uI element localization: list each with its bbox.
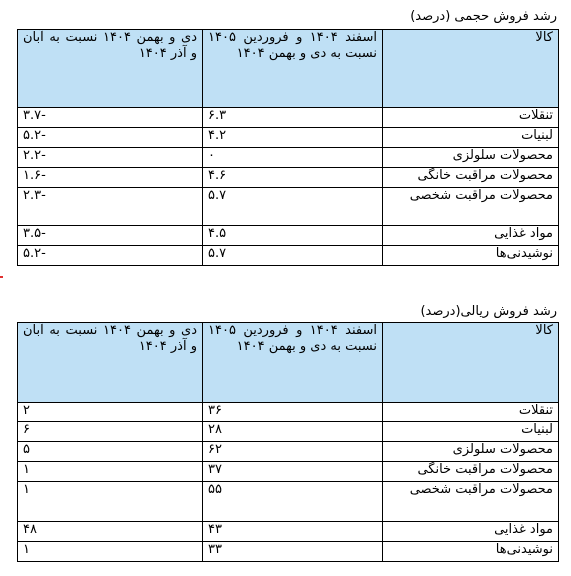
row-previous-value: ۶ bbox=[18, 422, 203, 442]
row-previous-value: -۲.۳ bbox=[18, 188, 203, 226]
table-row bbox=[18, 246, 559, 266]
row-previous-value: ۱ bbox=[18, 482, 203, 522]
table-row bbox=[18, 128, 559, 148]
row-current-value: ۵.۷ bbox=[203, 246, 383, 266]
header-item: کالا bbox=[383, 30, 559, 108]
row-item: لبنیات bbox=[383, 128, 559, 148]
row-previous-value: -۵.۲ bbox=[18, 246, 203, 266]
row-previous-value: ۲ bbox=[18, 403, 203, 422]
table-row bbox=[18, 226, 559, 246]
row-previous-value: -۵.۲ bbox=[18, 128, 203, 148]
row-item: محصولات سلولزی bbox=[383, 148, 559, 168]
volume-growth-title: رشد فروش حجمی (درصد) bbox=[410, 9, 557, 24]
header-current-period: اسفند ۱۴۰۴ و فروردین ۱۴۰۵ نسبت به دی و بهمن ۱۴۰۴ bbox=[203, 30, 383, 108]
row-previous-value: ۱ bbox=[18, 462, 203, 482]
row-item: لبنیات bbox=[383, 422, 559, 442]
table-row bbox=[18, 462, 559, 482]
table-row bbox=[18, 442, 559, 462]
value-growth-title: رشد فروش ریالی(درصد) bbox=[420, 304, 557, 319]
row-current-value: ۴.۲ bbox=[203, 128, 383, 148]
table-row bbox=[18, 422, 559, 442]
row-item: محصولات مراقبت شخصی bbox=[383, 188, 559, 226]
table-row bbox=[18, 148, 559, 168]
row-item: مواد غذایی bbox=[383, 522, 559, 542]
header-current-period: اسفند ۱۴۰۴ و فروردین ۱۴۰۵ نسبت به دی و بهمن ۱۴۰۴ bbox=[203, 323, 383, 403]
row-current-value: ۴.۶ bbox=[203, 168, 383, 188]
table-row bbox=[18, 403, 559, 422]
row-previous-value: -۳.۷ bbox=[18, 108, 203, 128]
row-item: نوشیدنی‌ها bbox=[383, 246, 559, 266]
row-item: تنقلات bbox=[383, 403, 559, 422]
value-growth-table bbox=[17, 322, 559, 562]
row-current-value: ۳۷ bbox=[203, 462, 383, 482]
row-item: تنقلات bbox=[383, 108, 559, 128]
row-previous-value: ۱ bbox=[18, 542, 203, 562]
table-row bbox=[18, 108, 559, 128]
row-item: محصولات مراقبت خانگی bbox=[383, 462, 559, 482]
row-current-value: ۶.۳ bbox=[203, 108, 383, 128]
header-previous-period: دی و بهمن ۱۴۰۴ نسبت به آبان و آذر ۱۴۰۴ bbox=[18, 323, 203, 403]
row-current-value: ۲۸ bbox=[203, 422, 383, 442]
header-previous-period: دی و بهمن ۱۴۰۴ نسبت به آبان و آذر ۱۴۰۴ bbox=[18, 30, 203, 108]
table-row bbox=[18, 168, 559, 188]
row-current-value: ۶۲ bbox=[203, 442, 383, 462]
row-current-value: ۵۵ bbox=[203, 482, 383, 522]
table-header-row bbox=[18, 30, 559, 108]
row-current-value: ۵.۷ bbox=[203, 188, 383, 226]
table-row bbox=[18, 522, 559, 542]
row-previous-value: -۳.۵ bbox=[18, 226, 203, 246]
row-previous-value: -۱.۶ bbox=[18, 168, 203, 188]
row-item: محصولات مراقبت شخصی bbox=[383, 482, 559, 522]
row-item: محصولات سلولزی bbox=[383, 442, 559, 462]
row-previous-value: ۴۸ bbox=[18, 522, 203, 542]
table-row bbox=[18, 482, 559, 522]
table-header-row bbox=[18, 323, 559, 403]
row-previous-value: -۲.۲ bbox=[18, 148, 203, 168]
row-previous-value: ۵ bbox=[18, 442, 203, 462]
row-item: محصولات مراقبت خانگی bbox=[383, 168, 559, 188]
row-current-value: ۰ bbox=[203, 148, 383, 168]
row-current-value: ۴.۵ bbox=[203, 226, 383, 246]
row-current-value: ۳۳ bbox=[203, 542, 383, 562]
edge-mark bbox=[0, 276, 3, 278]
volume-growth-table bbox=[17, 29, 559, 266]
table-row bbox=[18, 188, 559, 226]
row-item: نوشیدنی‌ها bbox=[383, 542, 559, 562]
row-item: مواد غذایی bbox=[383, 226, 559, 246]
row-current-value: ۳۶ bbox=[203, 403, 383, 422]
table-row bbox=[18, 542, 559, 562]
header-item: کالا bbox=[383, 323, 559, 403]
row-current-value: ۴۳ bbox=[203, 522, 383, 542]
